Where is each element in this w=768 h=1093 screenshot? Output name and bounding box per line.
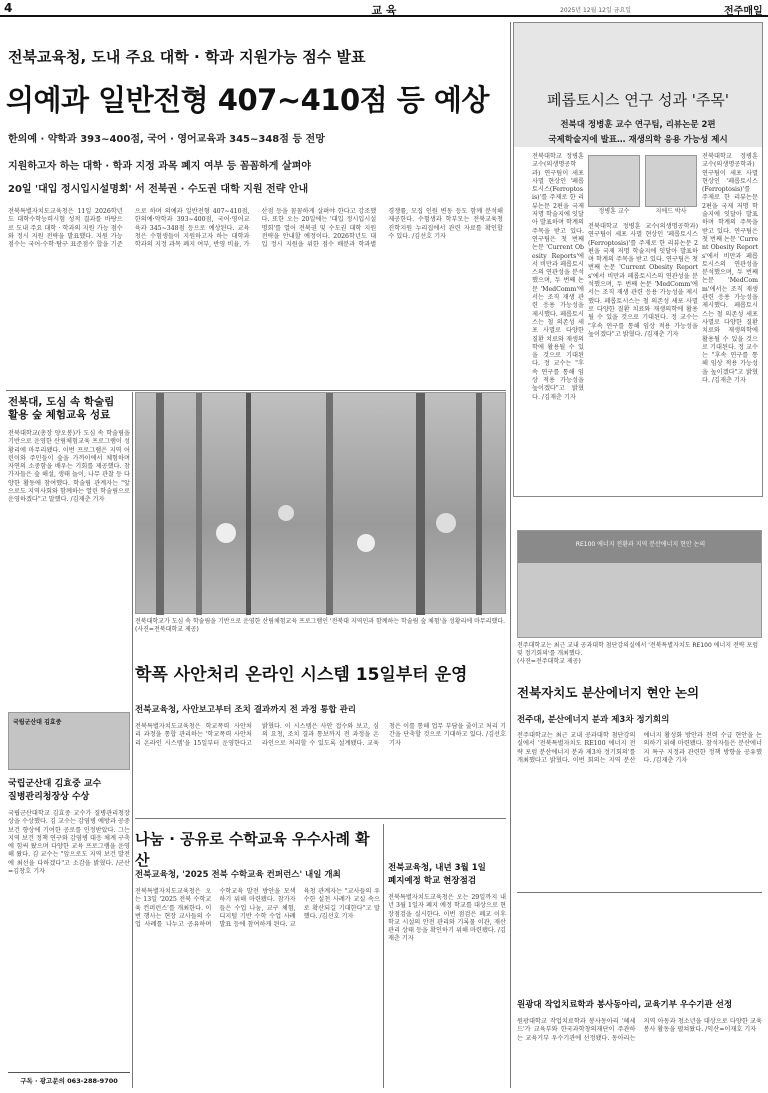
volunteer-headline: 원광대 작업치료학과 봉사동아리, 교육기부 우수기관 선정 <box>517 1000 733 1010</box>
forest-caption: 전북대학교가 도심 속 학술림을 기반으로 운영한 산림체험교육 프로그램인 '전북대 지역민과 함께하는 학술림 숲 체험'을 성황리에 마무리했다. (사진=전북대학교 제공) <box>135 618 505 633</box>
photo-doctor <box>645 155 697 207</box>
photo-professor-caption: 정병훈 교수 <box>598 208 630 215</box>
kunsan-body: 국립군산대학교 김효중 교수가 질병관리청장상을 수상했다. 김 교수는 감염병 예방과 공중보건 향상에 기여한 공로를 인정받았다. 그는 지역 보건 정책 연구와 감염병 대응 체계 구축에 힘써 왔으며 다양한 교육 프로그램을 운영해 왔다. 김 교수는 "앞으로도 지역 보건 발전에 최선을 다하겠다"고 소감을 밝혔다. /군산=김창호 기자 <box>8 810 130 876</box>
kunsan-headline: 국립군산대 김효중 교수 질병관리청장상 수상 <box>8 779 102 802</box>
ferroptosis-headline: 페롭토시스 연구 성과 '주목' <box>547 91 729 109</box>
bunsan-sub: 전주대, 분산에너지 분과 제3차 정기회의 <box>517 715 670 725</box>
top-sub3: 20일 '대입 정시입시설명회' 서 전북권 · 수도권 대학 지원 전략 안내 <box>8 184 309 195</box>
newspaper-logo: 전주매일 <box>724 6 763 17</box>
forest-headline: 전북대, 도심 속 학술림 활용 숲 체험교육 성료 <box>8 396 115 421</box>
forest-photo-graphic <box>136 393 507 615</box>
forest-photo <box>135 392 506 614</box>
forum-photo: RE100 에너지 전환과 지역 분산에너지 현안 논의 <box>517 530 762 638</box>
page-header <box>0 0 768 17</box>
bunsan-headline: 전북자치도 분산에너지 현안 논의 <box>517 685 700 700</box>
photo-professor <box>588 155 640 207</box>
forum-caption: 전주대학교는 최근 교내 공과대학 첨단강의실에서 '전북특별자치도 RE100 에너지 전략 포럼 및 정기회의'를 개최했다. (사진=전주대학교 제공) <box>517 642 759 665</box>
math-sub: 전북교육청, '2025 전북 수학교육 컨퍼런스' 내일 개최 <box>135 870 341 880</box>
top-sub1: 한의예 · 약학과 393~400점, 국어 · 영어교육과 345~348점 등 전망 <box>8 134 325 145</box>
ferroptosis-sub2: 국제학술지에 발표… 재생의학 응용 가능성 제시 <box>548 135 728 145</box>
top-kicker: 전북교육청, 도내 주요 대학 · 학과 지원가능 점수 발표 <box>8 48 366 66</box>
top-headline: 의예과 일반전형 407~410점 등 예상 <box>6 83 489 117</box>
volunteer-body: 원광대학교 작업치료학과 봉사동아리 '헤세드'가 교육부와 한국과학창의재단이 주관하는 교육기부 우수기관에 선정됐다. 동아리는 지역 아동과 청소년을 대상으로 다양한 교육 봉사 활동을 펼쳐왔다. /익산=이재호 기자 <box>517 1018 762 1042</box>
ferroptosis-article: 페롭토시스 연구 성과 '주목' 전북대 정병훈 교수 연구팀, 리뷰논문 2편 국제학술지에 발표… 재생의학 응용 가능성 제시 전북대학교 정병훈 교수(의생명공학과) 연구팀이 세포 사멸 현상인 '페롭토시스(Ferroptosis)'를 주제로 한 리뷰논문 2편을 국제 저명 학술지에 잇달아 발표하며 학계의 주목을 받고 있다. 연구팀은 첫 번째 논문 'Current Obesity Reports'에서 비만과 페롭토시스의 연관성을 분석했으며, 두 번째 논문 'MedComm'에서는 조직 재생 관련 응용 가능성을 제시했다. 페롭토시스는 철 의존성 세포 사멸로 다양한 질환 치료와 재생의학에 활용될 수 있을 것으로 기대된다. 정 교수는 "후속 연구를 통해 임상 적용 가능성을 높이겠다"고 밝혔다. /김재춘 기자 정병훈 교수 지에드 박사 전북대학교 정병훈 교수(의생명공학과) 연구팀이 세포 사멸 현상인 '페롭토시스(Ferroptosis)'를 주제로 한 리뷰논문 2편을 국제 저명 학술지에 잇달아 발표하며 학계의 주목을 받고 있다. 연구팀은 첫 번째 논문 'Current Obesity Reports'에서 비만과 페롭토시스의 연관성을 분석했으며, 두 번째 논문 'MedComm'에서는 조직 재생 관련 응용 가능성을 제시했다. 페롭토시스는 철 의존성 세포 사멸로 다양한 질환 치료와 재생의학에 활용될 수 있을 것으로 기대된다. 정 교수는 "후속 연구를 통해 임상 적용 가능성을 높이겠다"고 밝혔다. /김재춘 기자 전북대학교 정병훈 교수(의생명공학과) 연구팀이 세포 사멸 현상인 '페롭토시스(Ferroptosis)'를 주제로 한 리뷰논문 2편을 국제 저명 학술지에 잇달아 발표하며 학계의 주목을 받고 있다. 연구팀은 첫 번째 논문 'Current Obesity Reports'에서 비만과 페롭토시스의 연관성을 분석했으며, 두 번째 논문 'MedComm'에서는 조직 재생 관련 응용 가능성을 제시했다. 페롭토시스는 철 의존성 세포 사멸로 다양한 질환 치료와 재생의학에 활용될 수 있을 것으로 기대된다. 정 교수는 "후속 연구를 통해 임상 적용 가능성을 높이겠다"고 밝혔다. /김재춘 기자 <box>513 22 763 497</box>
kunsan-photo: 국립군산대 김효중 <box>8 712 130 770</box>
online-body: 전북특별자치도교육청은 학교폭력 사안처리 과정을 통합 관리하는 '학교폭력 사안처리 온라인 시스템'을 15일부터 운영한다고 밝혔다. 이 시스템은 사안 접수와 보고, 심의 요청, 조치 결과 통보까지 전 과정을 온라인으로 처리할 수 있도록 설계됐다. 교육청은 이를 통해 업무 부담을 줄이고 처리 기간을 단축할 것으로 기대하고 있다. /김선호 기자 <box>135 723 506 747</box>
closure-headline: 전북교육청, 내년 3월 1일 폐지예정 학교 현장점검 <box>388 863 486 886</box>
photo-doctor-caption: 지에드 박사 <box>655 208 687 215</box>
math-headline: 나눔 · 공유로 수학교육 우수사례 확산 <box>135 830 370 869</box>
online-sub: 전북교육청, 사안보고부터 조치 결과까지 전 과정 통합 관리 <box>135 705 357 715</box>
subscription-footer: 구독 · 광고문의 063-288-9700 <box>8 1072 130 1086</box>
closure-body: 전북특별자치도교육청은 오는 29일까지 내년 3월 1일자 폐지 예정 학교를 대상으로 현장점검을 실시한다. 이번 점검은 폐교 이후 학교 시설의 안전 관리와 기록물 이관, 재산 관리 상태 등을 확인하기 위해 마련됐다. /김재춘 기자 <box>388 894 506 943</box>
top-sub2: 지원하고자 하는 대학 · 학과 지정 과목 폐지 여부 등 꼼꼼하게 살펴야 <box>8 161 311 172</box>
section-title: 교 육 <box>371 4 397 17</box>
bunsan-body: 전주대학교는 최근 교내 공과대학 첨단강의실에서 '전북특별자치도 RE100 에너지 전략 포럼 분산에너지 분과 제3차 정기회의'를 개최했다고 밝혔다. 이번 회의는 지역 분산에너지 활성화 방안과 전력 수급 현안을 논의하기 위해 마련됐다. 참석자들은 분산에너지 특구 지정과 관련한 정책 방향을 공유했다. /김재춘 기자 <box>517 732 762 764</box>
ferroptosis-sub1: 전북대 정병훈 교수 연구팀, 리뷰논문 2편 <box>560 120 716 130</box>
page-number: 4 <box>4 1 13 15</box>
issue-date: 2025년 12월 12일 금요일 <box>560 7 632 14</box>
math-body: 전북특별자치도교육청은 오는 13일 '2025 전북 수학교육 컨퍼런스'를 개최한다. 이번 행사는 현장 교사들의 수업 사례를 나누고 공유하며 수학교육 발전 방안을 모색하기 위해 마련됐다. 참가자들은 수업 나눔, 교구 체험, 디지털 기반 수학 수업 사례 발표 등에 참여하게 된다. 교육청 관계자는 "교사들의 우수한 실천 사례가 교실 속으로 확산되길 기대한다"고 말했다. /김선호 기자 <box>135 888 380 929</box>
forest-body: 전북대학교(총장 양오봉)가 도심 속 학술림을 기반으로 운영한 산림체험교육 프로그램이 성황리에 마무리됐다. 이번 프로그램은 지역 어린이와 주민들이 숲을 가까이에서 체험하며 자연의 소중함을 배우는 기회를 제공했다. 참가자들은 숲 해설, 생태 놀이, 나무 관찰 등 다양한 활동에 참여했다. 학술림 관계자는 "앞으로도 지역사회와 함께하는 열린 학술림으로 운영하겠다"고 말했다. /김재춘 기자 <box>8 430 130 504</box>
online-headline: 학폭 사안처리 온라인 시스템 15일부터 운영 <box>135 665 468 685</box>
top-body: 전북특별자치도교육청은 11일 2026학년도 대학수학능력시험 성적 결과를 바탕으로 도내 주요 대학 · 학과의 지원 가능 점수와 정시 지원 전략을 발표했다. 지원 가능 점수는 국어·수학·탐구 표준점수 합을 기준으로 하며 의예과 일반전형 407~410점, 한의예·약학과 393~400점, 국어·영어교육과 345~348점 등으로 예상된다. 교육청은 수험생들이 지원하고자 하는 대학과 학과의 지정 과목 폐지 여부, 반영 비율, 가산점 등을 꼼꼼하게 살펴야 한다고 강조했다. 또한 오는 20일에는 '대입 정시입시설명회'를 열어 전북권 및 수도권 대학 지원 전략을 안내할 예정이다. 2026학년도 대입 정시 지원을 위한 점수 배분과 학과별 경쟁률, 모집 인원 변동 등도 함께 분석해 제공한다. 수험생과 학부모는 전북교육청 진학지원 누리집에서 관련 자료를 확인할 수 있다. /김선호 기자 <box>8 208 503 249</box>
